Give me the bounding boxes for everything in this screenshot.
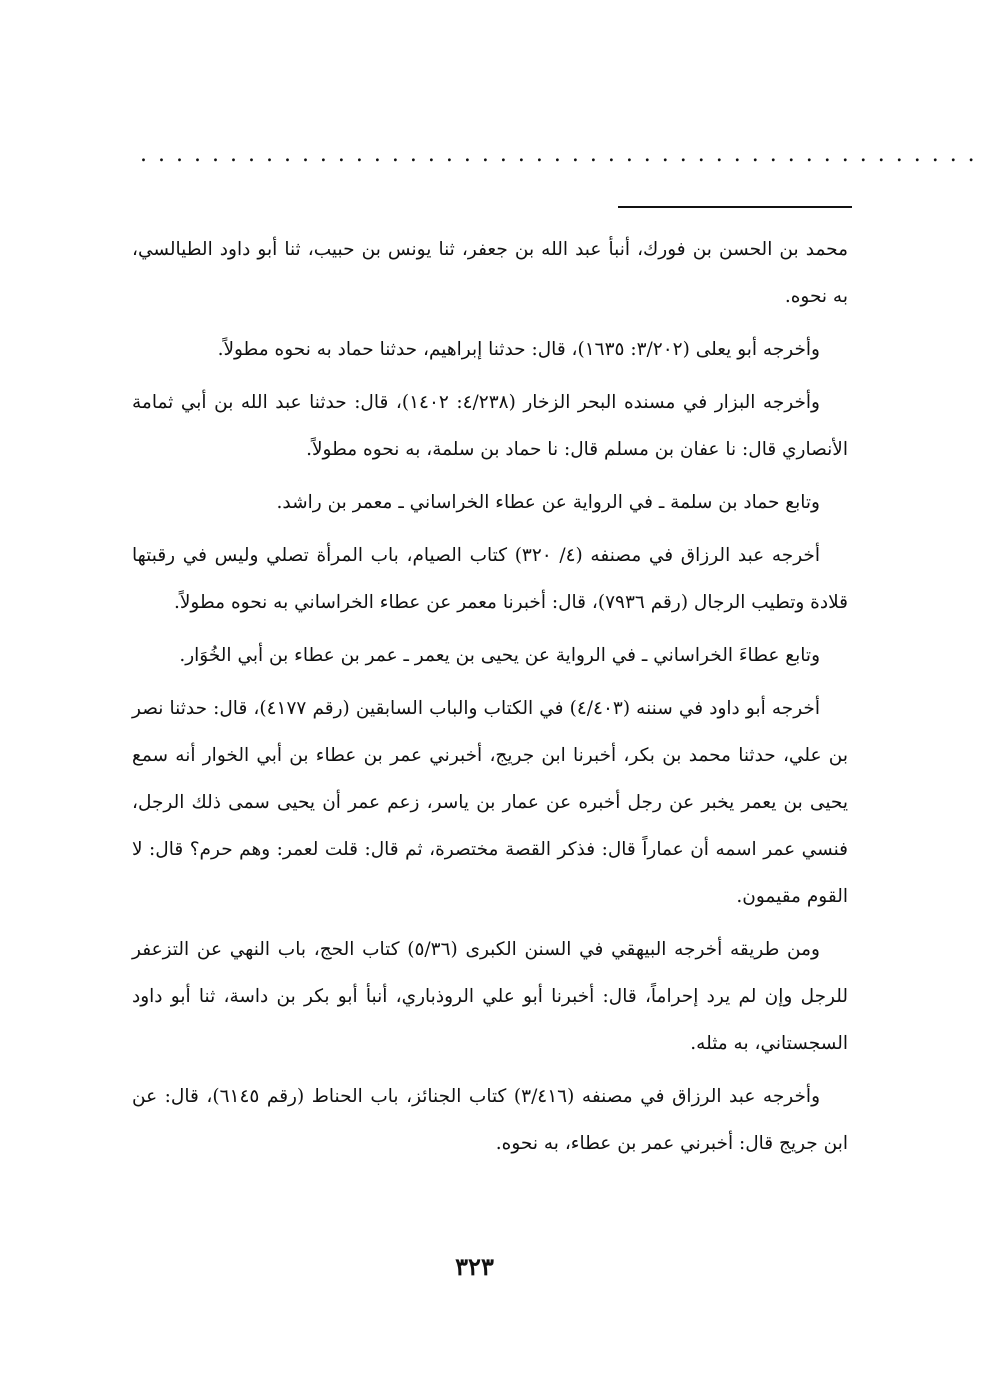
- footnote-rule: [618, 206, 852, 208]
- page-number: ٣٢٣: [455, 1252, 494, 1281]
- footnote-paragraph: أخرجه عبد الرزاق في مصنفه (٤/ ٣٢٠) كتاب الصيام، باب المرأة تصلي وليس في رقبتها قلادة وتطيب الرجال (رقم ٧٩٣٦)، قال: أخبرنا معمر عن عطاء الخراساني به نحوه مطولاً.: [132, 545, 848, 613]
- footnote-paragraph: وأخرجه أبو يعلى (٣/٢٠٢: ١٦٣٥)، قال: حدثنا إبراهيم، حدثنا حماد به نحوه مطولاً.: [217, 339, 820, 360]
- footnote-paragraph: وتابع حماد بن سلمة ـ في الرواية عن عطاء الخراساني ـ معمر بن راشد.: [276, 492, 820, 513]
- footnote-paragraph: وأخرجه عبد الرزاق في مصنفه (٣/٤١٦) كتاب الجنائز، باب الحناط (رقم ٦١٤٥)، قال: عن ابن جريج قال: أخبرني عمر بن عطاء، به نحوه.: [132, 1086, 848, 1154]
- footnote-paragraph: وتابع عطاءَ الخراساني ـ في الرواية عن يحيى بن يعمر ـ عمر بن عطاء بن أبي الخُوَار.: [179, 645, 820, 666]
- footnote-paragraph: محمد بن الحسن بن فورك، أنبأ عبد الله بن جعفر، ثنا يونس بن حبيب، ثنا أبو داود الطيالسي، به نحوه.: [132, 239, 848, 307]
- footnotes-block: [132, 226, 848, 1173]
- separator-dots: ...............................................: [140, 142, 986, 167]
- footnote-paragraph: أخرجه أبو داود في سننه (٤/٤٠٣) في الكتاب والباب السابقين (رقم ٤١٧٧)، قال: حدثنا نصر بن علي، حدثنا محمد بن بكر، أخبرنا ابن جريج، أخبرني عمر بن عطاء بن أبي الخوار أنه سمع يحيى بن يعمر يخبر عن رجل أخبره عن عمار بن ياسر، زعم عمر أن يحيى سمى ذلك الرجل، فنسي عمر اسمه أن عماراً قال: فذكر القصة مختصرة، ثم قال: قلت لعمر: وهم حرم؟ قال: لا القوم مقيمون.: [132, 698, 848, 907]
- footnote-paragraph: ومن طريقه أخرجه البيهقي في السنن الكبرى (٥/٣٦) كتاب الحج، باب النهي عن التزعفر للرجل وإن لم يرد إحراماً، قال: أخبرنا أبو علي الروذباري، أنبأ أبو بكر بن داسة، ثنا أبو داود السجستاني، به مثله.: [132, 939, 848, 1054]
- footnote-paragraph: وأخرجه البزار في مسنده البحر الزخار (٤/٢٣٨: ١٤٠٢)، قال: حدثنا عبد الله بن أبي ثمامة الأنصاري قال: نا عفان بن مسلم قال: نا حماد بن سلمة، به نحوه مطولاً.: [132, 392, 848, 460]
